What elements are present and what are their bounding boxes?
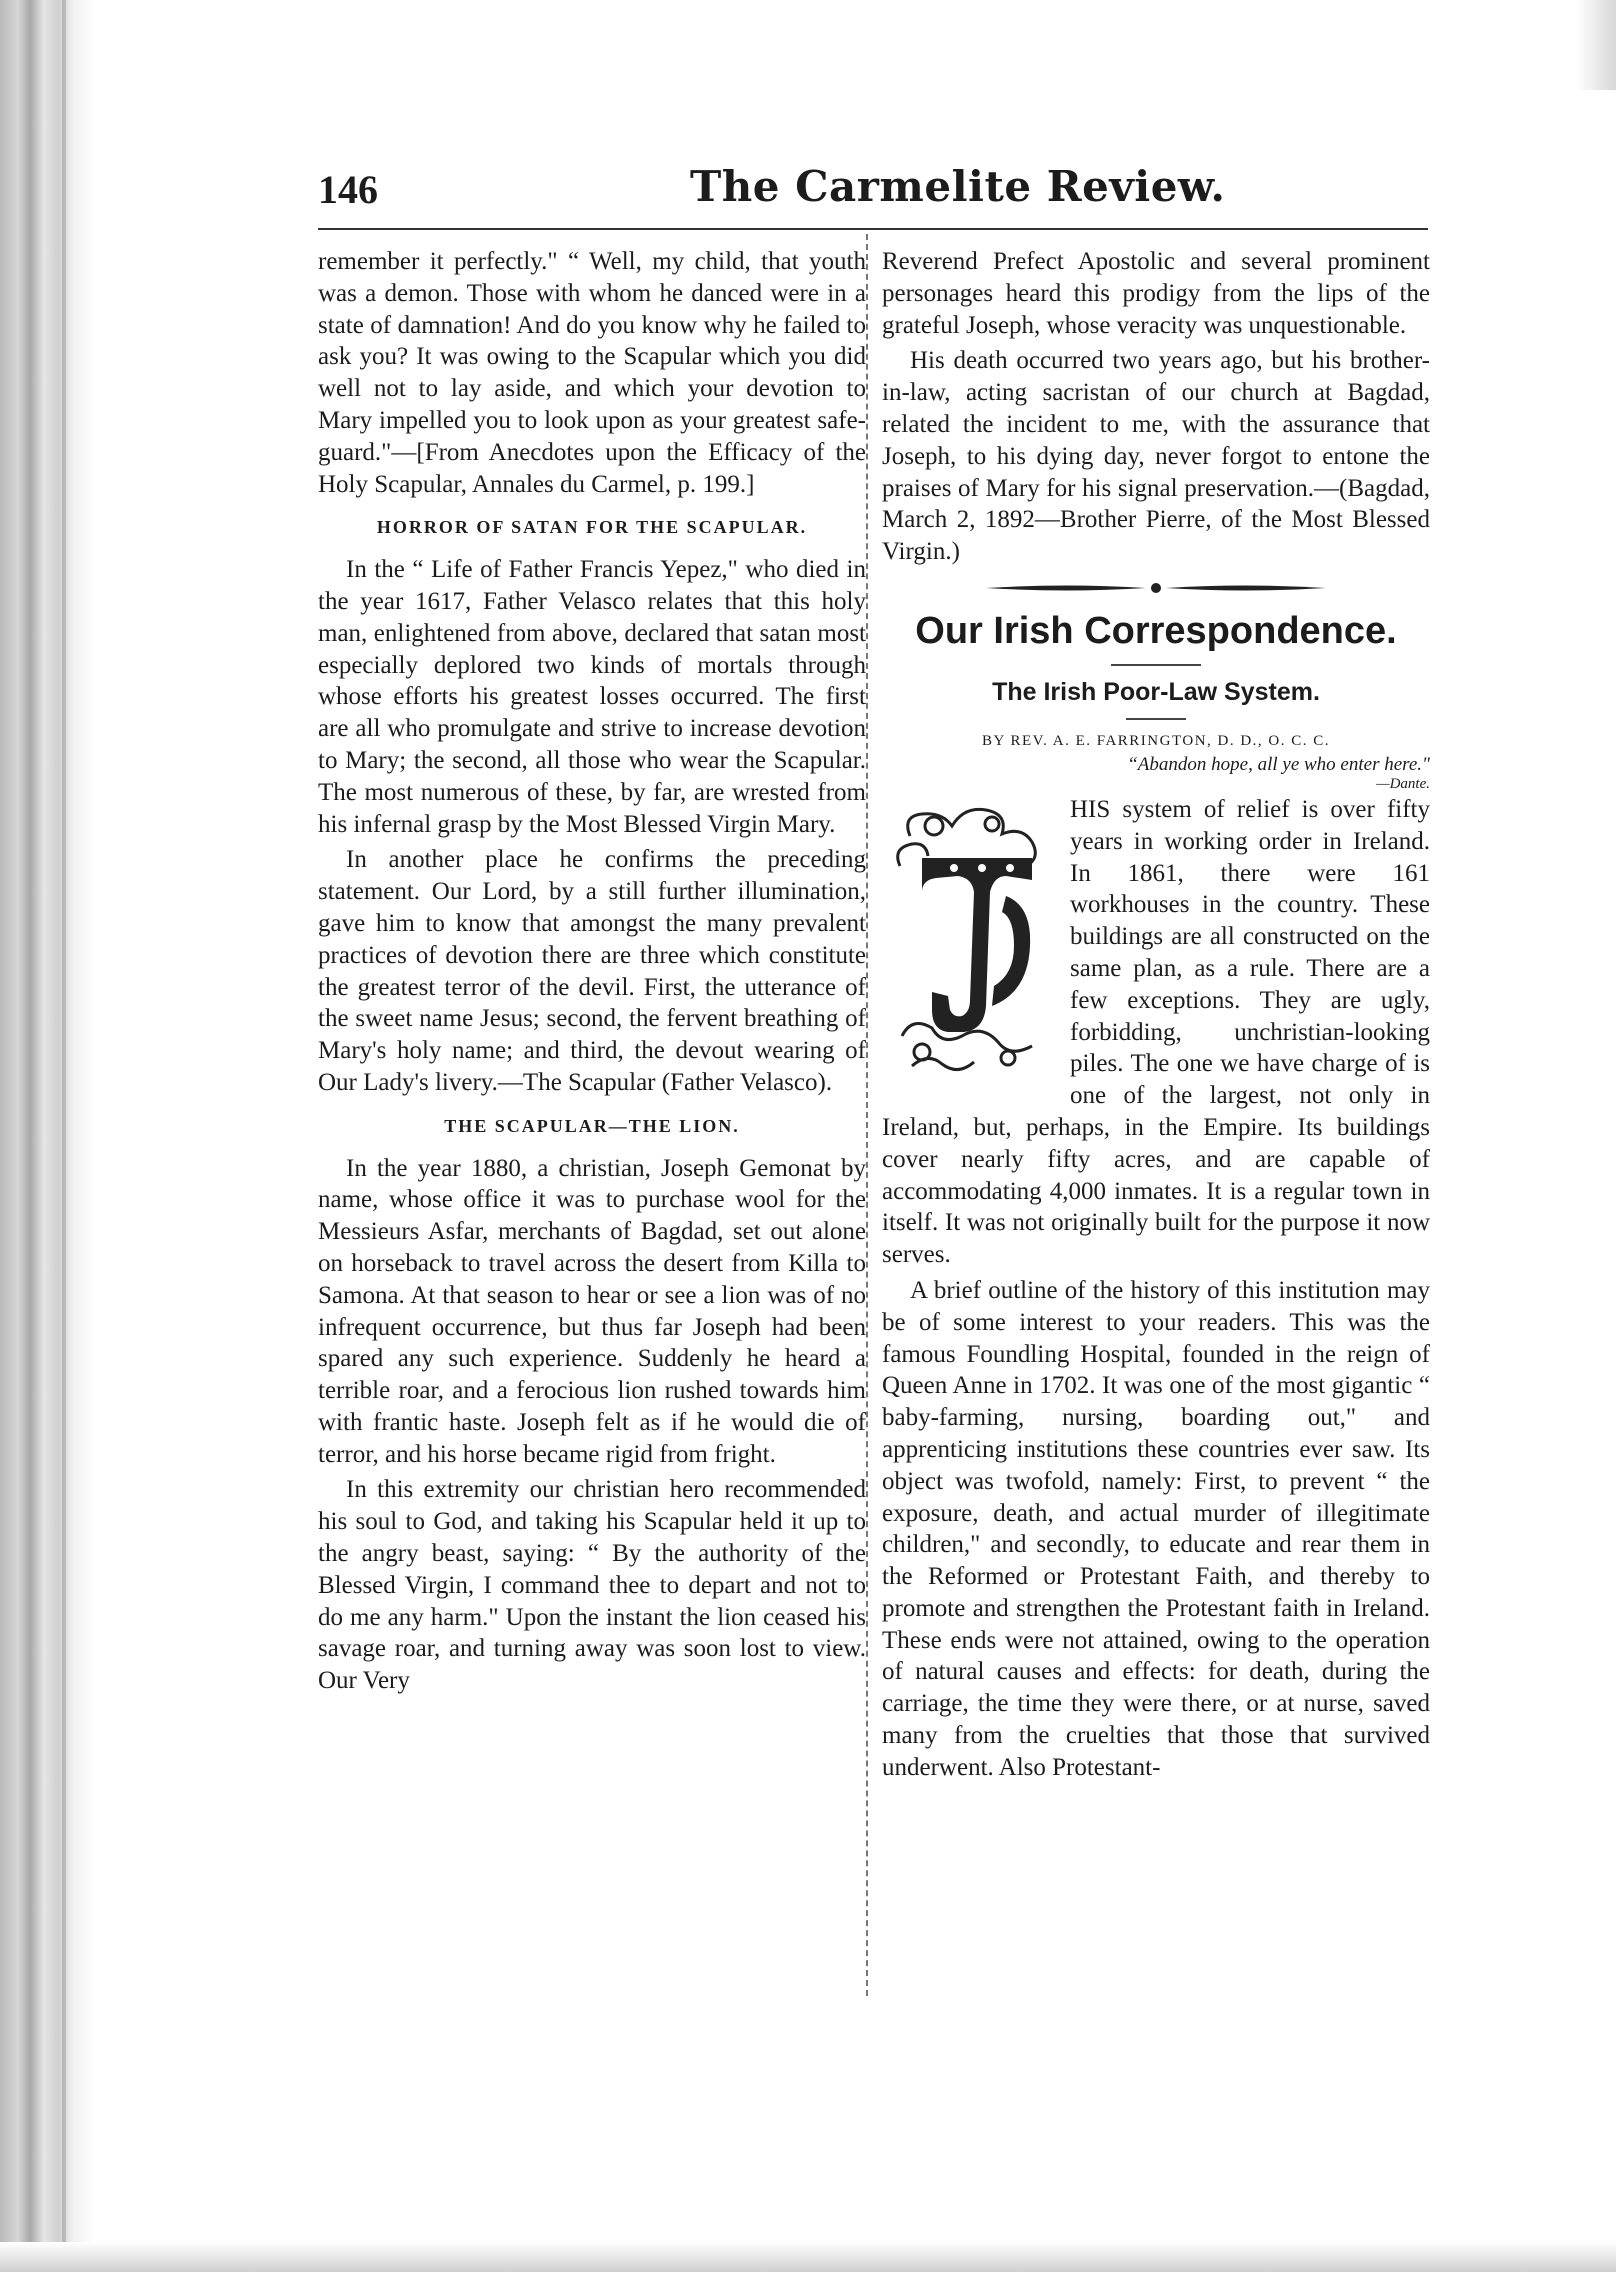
right-paragraph-2: His death occurred two years ago, but his brother-in-law, acting sacristan of our church at Bagdad, related the incident to me, with the assurance that Joseph, to his dying day, never forgot to entone the praises of Mary for his signal preservation.—(Bagdad, March 2, 1892—Brother Pierre, of the Most Blessed Virgin.) [882, 347, 1430, 566]
article-byline: BY REV. A. E. FARRINGTON, D. D., O. C. C. [981, 732, 1331, 749]
ornament-divider-icon [976, 577, 1336, 599]
title-rule [1111, 664, 1201, 666]
right-paragraph-4: A brief outline of the history of this institution may be of some interest to your readers. This was the famous Foundling Hospital, founded in the reign of Queen Anne in 1702. It was one of the most gigantic “ baby-farming, nursing, boarding out," and apprenticing institutions these countries ever saw. Its object was twofold, namely: First, to prevent “ the exposure, death, and actual murder of illegitimate children," and secondly, to educate and rear them in the Reformed or Protestant Faith, and thereby to promote and strengthen the Protestant faith in Ireland. These ends were not attained, owing to the operation of natural causes and effects: for death, during the carriage, the time they were there, or at nurse, saved many from the cruelties that those that survived underwent. Also Protestant- [882, 1276, 1430, 1781]
running-title: The Carmelite Review. [690, 162, 1226, 211]
left-paragraph-1: remember it perfectly." “ Well, my child, that youth was a demon. Those with whom he danced were in a state of damnation! And do you know why he failed to ask you? It was owing to the Scapular which you did well not to lay aside, and which your devotion to Mary impelled you to look upon as your greatest safe-guard."—[From Anecdotes upon the Efficacy of the Holy Scapular, Annales du Carmel, p. 199.] [318, 248, 866, 498]
decorated-initial-t-icon [882, 796, 1058, 1086]
epigraph-attribution: —Dante. [1376, 775, 1430, 792]
left-paragraph-5: In this extremity our christian hero recommended his soul to God, and taking his Scapular held it up to the angry beast, saying: “ By the authority of the Blessed Virgin, I command thee to depart and not to do me any harm." Upon the instant the lion ceased his savage roar, and turning away was soon lost to view. Our Very [318, 1476, 866, 1695]
page-bottom-edge [0, 2242, 1616, 2272]
book-spine-shadow [0, 0, 96, 2272]
left-paragraph-2: In the “ Life of Father Francis Yepez," who died in the year 1617, Father Velasco relates that this holy man, enlightened from above, declared that satan most especially deplored two kinds of mortals through whose efforts his greatest losses occurred. The first are all who promulgate and strive to increase devotion to Mary; the second, all those who wear the Scapular. The most numerous of these, by far, are wrested from his infernal grasp by the Most Blessed Virgin Mary. [318, 556, 866, 838]
left-paragraph-4: In the year 1880, a christian, Joseph Gemonat by name, whose office it was to purchase wool for the Messieurs Asfar, merchants of Bagdad, set out alone on horseback to travel across the desert from Killa to Samona. At that season to hear or see a lion was of no infrequent occurrence, but thus far Joseph had been spared any such experience. Suddenly he heard a terrible roar, and a ferocious lion rushed towards him with frantic haste. Joseph felt as if he would die of terror, and his horse became rigid from fright. [318, 1154, 866, 1468]
ornamental-divider [882, 576, 1430, 598]
article-subtitle: The Irish Poor-Law System. [992, 677, 1320, 706]
header-rule [318, 228, 1428, 230]
right-column [882, 246, 1430, 1788]
subtitle-rule [1126, 718, 1186, 720]
section-heading-horror-of-satan: HORROR OF SATAN FOR THE SCAPULAR. [376, 517, 808, 538]
article-title: Our Irish Correspondence. [915, 609, 1397, 652]
page-corner-shadow [1576, 0, 1616, 90]
left-column [318, 246, 866, 1701]
column-divider [866, 234, 868, 1996]
right-paragraph-1: Reverend Prefect Apostolic and several prominent personages heard this prodigy from the lips of the grateful Joseph, whose veracity was unquestionable. [882, 248, 1430, 339]
section-heading-scapular-lion: THE SCAPULAR—THE LION. [444, 1115, 740, 1136]
epigraph: “Abandon hope, all ye who enter here." [1127, 753, 1430, 775]
right-paragraph-3: HIS system of relief is over fifty years in working order in Ireland. In 1861, there were 161 workhouses in the country. These buildings are all constructed on the same plan, as a rule. There are a few exceptions. They are ugly, forbidding, unchristian-looking piles. The one we have charge of is one of the largest, not only in Ireland, but, perhaps, in the Empire. Its buildings cover nearly fifty acres, and are capable of accommodating 4,000 inmates. It is a regular town in itself. It was not originally built for the purpose it now serves. [882, 795, 1430, 1269]
page-number: 146 [318, 167, 378, 212]
left-paragraph-3: In another place he confirms the preceding statement. Our Lord, by a still further illumination, gave him to know that amongst the many prevalent practices of devotion there are three which constitute the greatest terror of the devil. First, the utterance of the sweet name Jesus; second, the fervent breathing of Mary's holy name; and third, the devout wearing of Our Lady's livery.—The Scapular (Father Velasco). [318, 846, 866, 1096]
